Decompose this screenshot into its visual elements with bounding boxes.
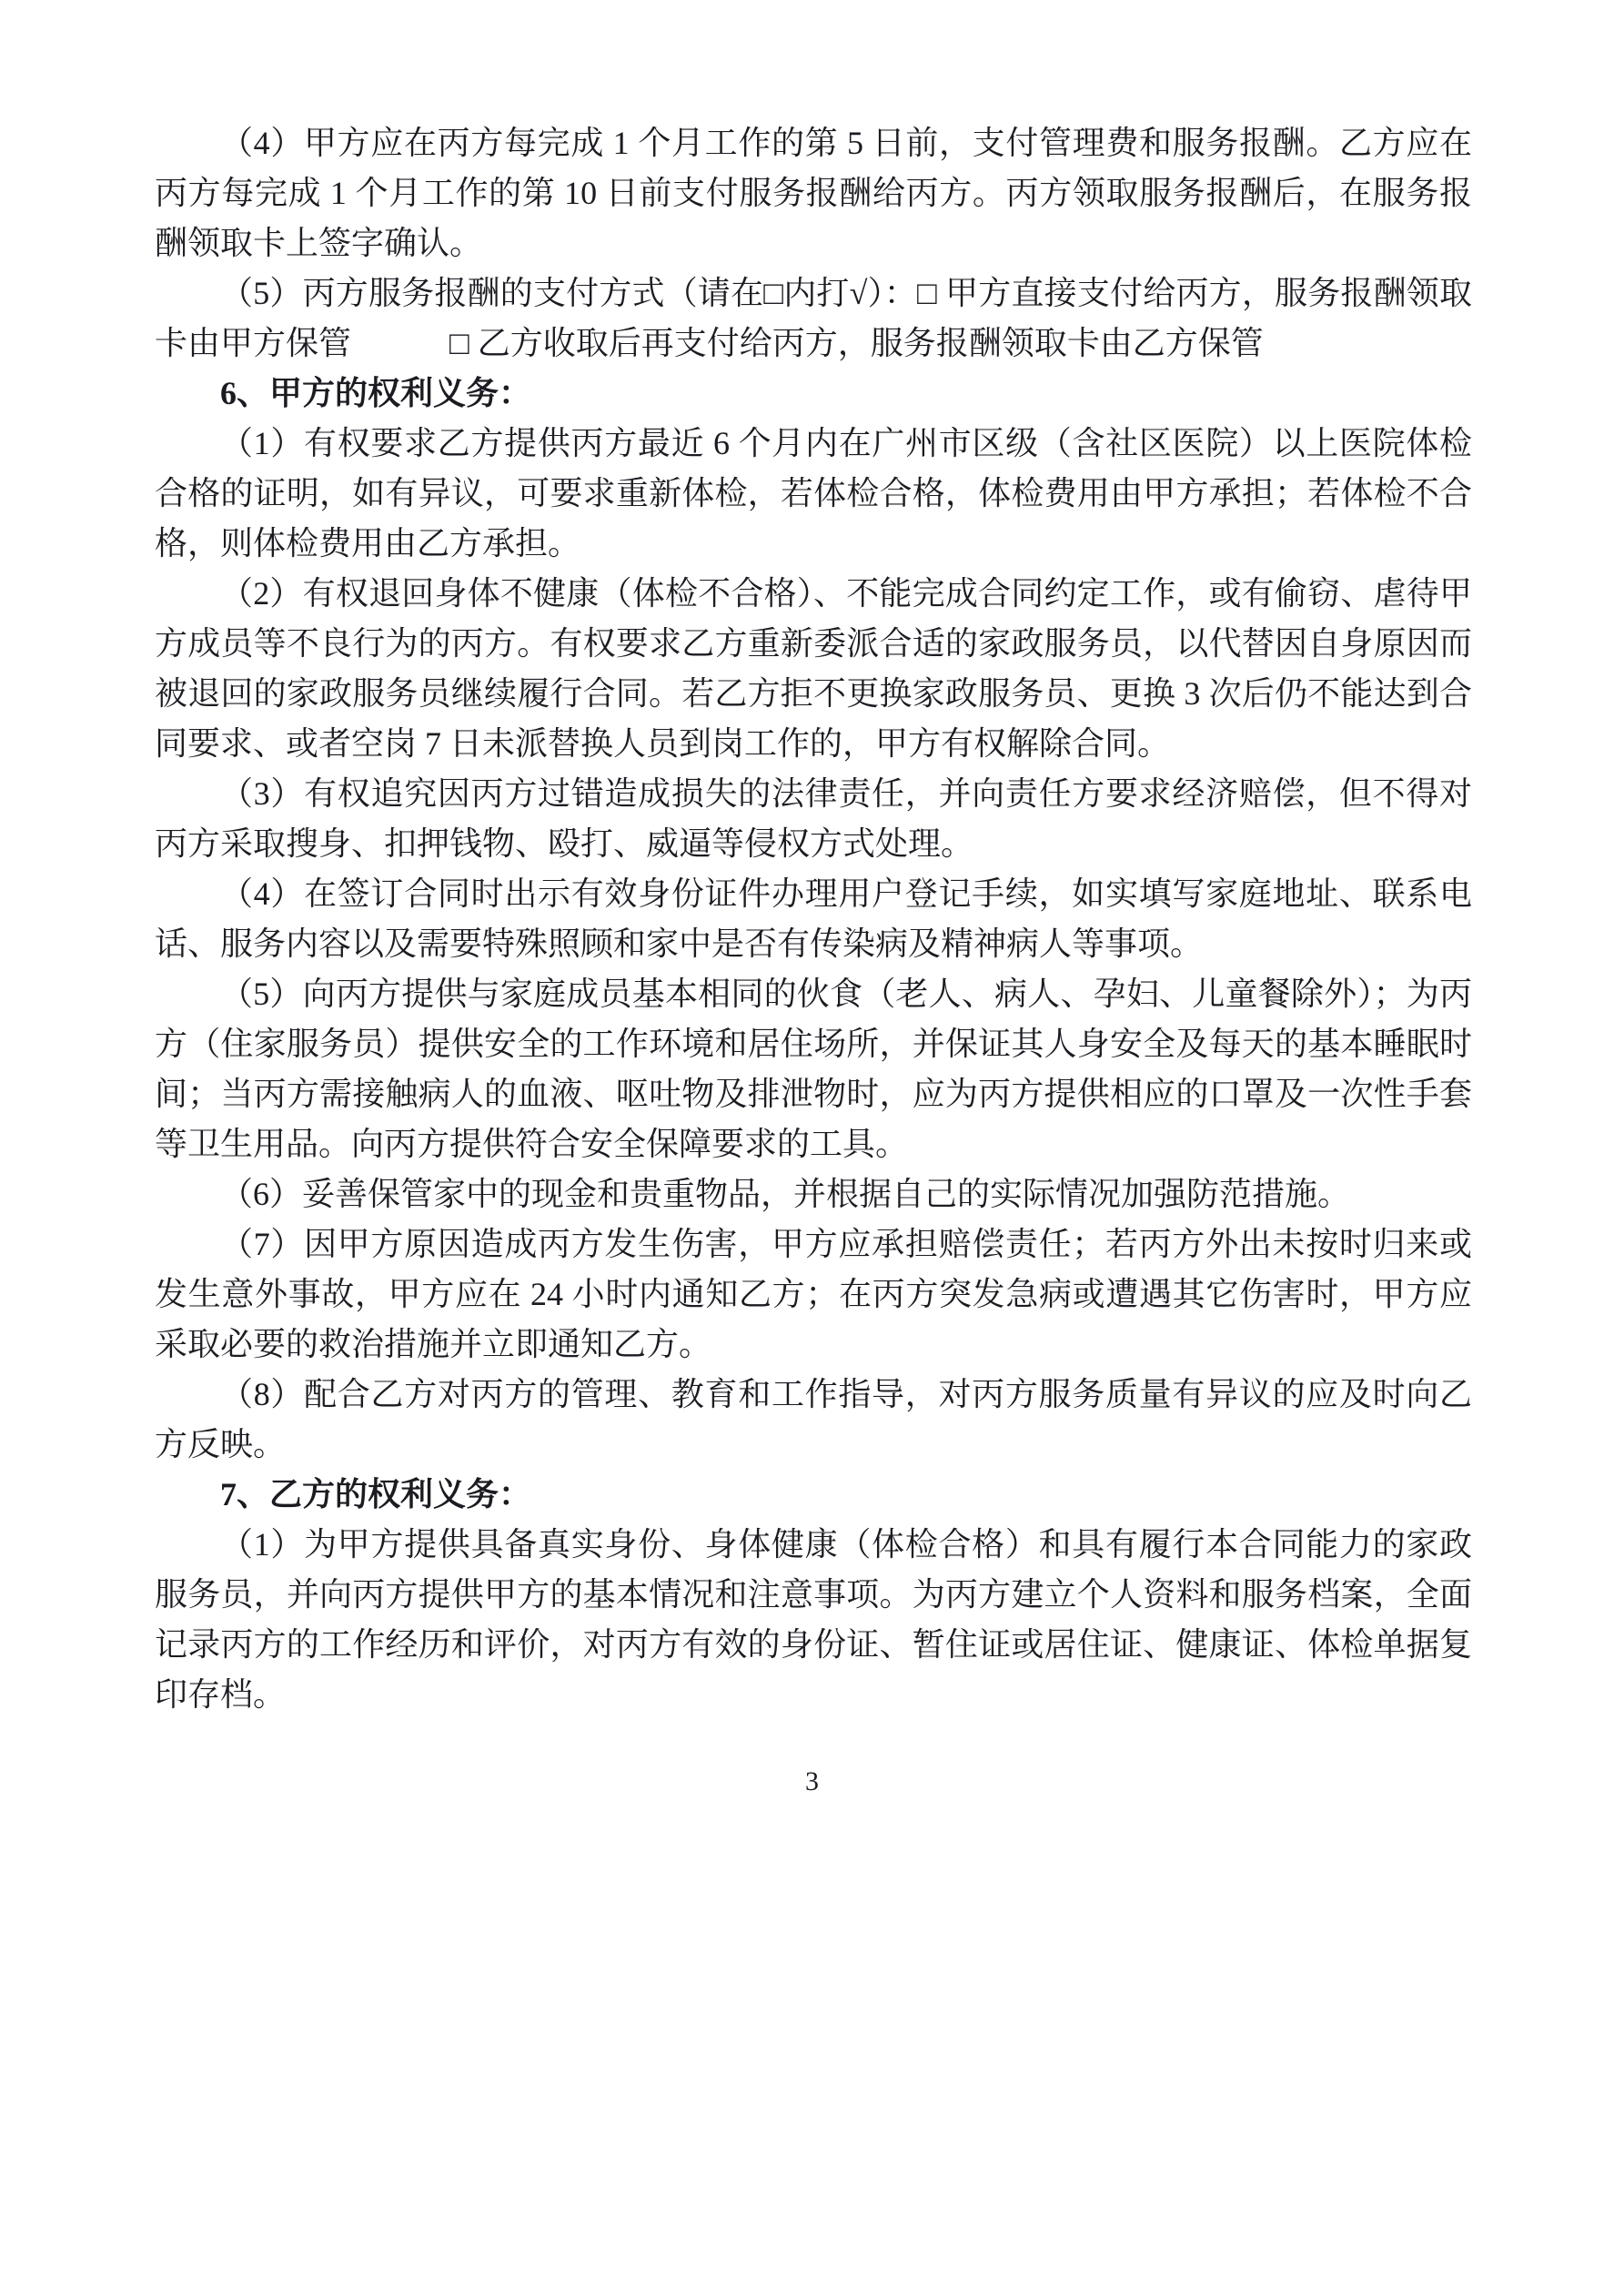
paragraph: （6）妥善保管家中的现金和贵重物品，并根据自己的实际情况加强防范措施。 bbox=[220, 1176, 1351, 1212]
document-body bbox=[155, 118, 1472, 1720]
paragraph: （1）为甲方提供具备真实身份、身体健康（体检合格）和具有履行本合同能力的家政服务员，并向丙方提供甲方的基本情况和注意事项。为丙方建立个人资料和服务档案，全面记录丙方的工作经历和评价，对丙方有效的身份证、暂住证或居住证、健康证、体检单据复印存档。 bbox=[155, 1526, 1472, 1713]
paragraph: （8）配合乙方对丙方的管理、教育和工作指导，对丙方服务质量有异议的应及时向乙方反映。 bbox=[155, 1376, 1472, 1462]
paragraph: （5）丙方服务报酬的支付方式（请在□内打√）：□ 甲方直接支付给丙方，服务报酬领取卡由甲方保管 □ 乙方收取后再支付给丙方，服务报酬领取卡由乙方保管 bbox=[155, 275, 1472, 361]
section-heading: 6、甲方的权利义务： bbox=[220, 375, 532, 411]
paragraph: （2）有权退回身体不健康（体检不合格）、不能完成合同约定工作，或有偷窃、虐待甲方成员等不良行为的丙方。有权要求乙方重新委派合适的家政服务员，以代替因自身原因而被退回的家政服务员继续履行合同。若乙方拒不更换家政服务员、更换 3 次后仍不能达到合同要求、或者空岗 7 日未派替换人员到岗工作的，甲方有权解除合同。 bbox=[155, 575, 1472, 762]
paragraph: （1）有权要求乙方提供丙方最近 6 个月内在广州市区级（含社区医院）以上医院体检合格的证明，如有异议，可要求重新体检，若体检合格，体检费用由甲方承担；若体检不合格，则体检费用由乙方承担。 bbox=[155, 425, 1472, 561]
paragraph: （3）有权追究因丙方过错造成损失的法律责任，并向责任方要求经济赔偿，但不得对丙方采取搜身、扣押钱物、殴打、威逼等侵权方式处理。 bbox=[155, 775, 1472, 862]
section-heading: 7、乙方的权利义务： bbox=[220, 1476, 532, 1512]
paragraph: （4）在签订合同时出示有效身份证件办理用户登记手续，如实填写家庭地址、联系电话、服务内容以及需要特殊照顾和家中是否有传染病及精神病人等事项。 bbox=[155, 875, 1472, 962]
paragraph: （4）甲方应在丙方每完成 1 个月工作的第 5 日前，支付管理费和服务报酬。乙方应在丙方每完成 1 个月工作的第 10 日前支付服务报酬给丙方。丙方领取服务报酬后，在服务报酬领取卡上签字确认。 bbox=[155, 125, 1472, 261]
paragraph: （7）因甲方原因造成丙方发生伤害，甲方应承担赔偿责任；若丙方外出未按时归来或发生意外事故，甲方应在 24 小时内通知乙方；在丙方突发急病或遭遇其它伤害时，甲方应采取必要的救治措施并立即通知乙方。 bbox=[155, 1226, 1472, 1362]
paragraph: （5）向丙方提供与家庭成员基本相同的伙食（老人、病人、孕妇、儿童餐除外）；为丙方（住家服务员）提供安全的工作环境和居住场所，并保证其人身安全及每天的基本睡眠时间；当丙方需接触病人的血液、呕吐物及排泄物时，应为丙方提供相应的口罩及一次性手套等卫生用品。向丙方提供符合安全保障要求的工具。 bbox=[155, 976, 1472, 1162]
page-number: 3 bbox=[805, 1766, 819, 1796]
